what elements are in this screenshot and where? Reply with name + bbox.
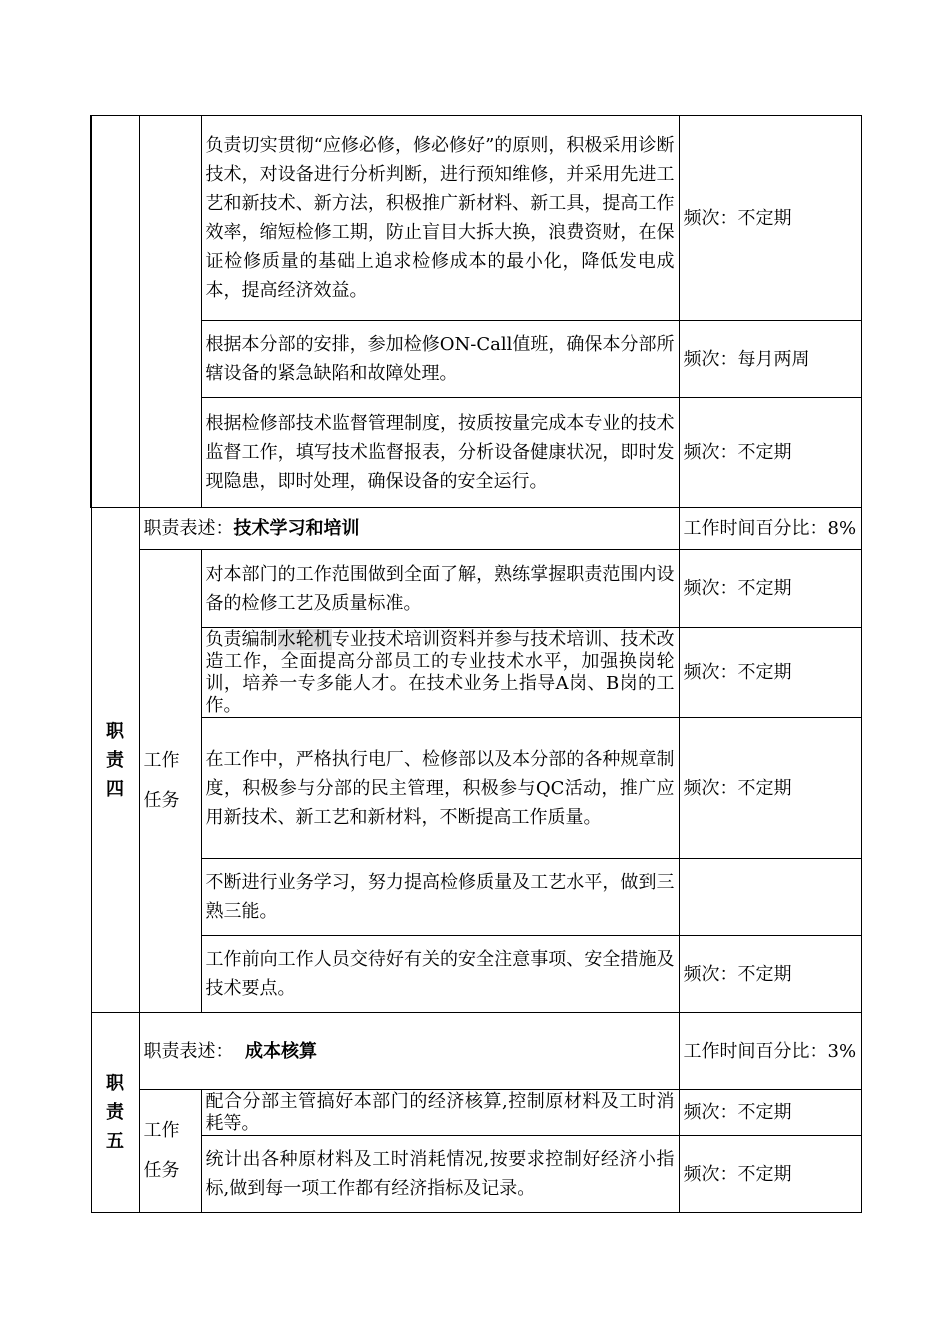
- task-frequency: 频次：不定期: [679, 718, 861, 859]
- task-text: 不断进行业务学习，努力提高检修质量及工艺水平，做到三熟三能。: [201, 859, 679, 936]
- section-5-label: 职 责 五: [91, 1013, 139, 1213]
- section-4-task-label: 工作 任务: [139, 550, 201, 1013]
- section-5-description: [139, 1013, 679, 1090]
- highlighted-text: 水轮机: [277, 628, 332, 650]
- task-frequency: 频次：不定期: [679, 1136, 861, 1213]
- section-4-description: [139, 508, 679, 550]
- task-text: 在工作中，严格执行电厂、检修部以及本分部的各种规章制度，积极参与分部的民主管理，积极参与QC活动，推广应用新技术、新工艺和新材料，不断提高工作质量。: [201, 718, 679, 859]
- description-prefix: 职责表述：: [143, 518, 234, 539]
- time-percentage: 工作时间百分比：8%: [679, 508, 861, 550]
- section-4-label: 职 责 四: [91, 508, 139, 1013]
- task-text: 负责切实贯彻“应修必修，修必修好”的原则，积极采用诊断技术，对设备进行分析判断，进行预知维修，并采用先进工艺和新技术、新方法，积极推广新材料、新工具，提高工作效率，缩短检修工期，防止盲目大拆大换，浪费资财，在保证检修质量的基础上追求检修成本的最小化，降低发电成本，提高经济效益。: [201, 116, 679, 321]
- description-title: 技术学习和培训: [233, 518, 360, 539]
- task-frequency: 频次：不定期: [679, 550, 861, 628]
- task-frequency: 频次：不定期: [679, 628, 861, 718]
- task-text: 工作前向工作人员交待好有关的安全注意事项、安全措施及技术要点。: [201, 936, 679, 1013]
- task-frequency: 频次：不定期: [679, 398, 861, 508]
- task-text: 统计出各种原材料及工时消耗情况,按要求控制好经济小指标,做到每一项工作都有经济指标及记录。: [201, 1136, 679, 1213]
- description-prefix: 职责表述：: [143, 1040, 234, 1062]
- task-text: 根据本分部的安排，参加检修ON-Call值班，确保本分部所辖设备的紧急缺陷和故障处理。: [201, 321, 679, 398]
- time-percentage: 工作时间百分比：3%: [679, 1013, 861, 1090]
- task-text: 负责编制水轮机专业技术培训资料并参与技术培训、技术改造工作，全面提高分部员工的专业技术水平，加强换岗轮训，培养一专多能人才。在技术业务上指导A岗、B岗的工作。: [201, 628, 679, 718]
- task-label-cell-empty: [139, 116, 201, 508]
- task-text: 对本部门的工作范围做到全面了解，熟练掌握职责范围内设备的检修工艺及质量标准。: [201, 550, 679, 628]
- task-frequency: 频次：不定期: [679, 1090, 861, 1136]
- task-frequency: [679, 859, 861, 936]
- section-5-task-label: 工作 任务: [139, 1090, 201, 1213]
- task-frequency: 频次：不定期: [679, 936, 861, 1013]
- section-label-cell-empty: [91, 116, 139, 508]
- description-title: 成本核算: [244, 1040, 317, 1062]
- responsibility-table: [90, 115, 862, 1213]
- task-frequency: 频次：每月两周: [679, 321, 861, 398]
- task-frequency: 频次：不定期: [679, 116, 861, 321]
- task-text: 配合分部主管搞好本部门的经济核算,控制原材料及工时消耗等。: [201, 1090, 679, 1136]
- task-text: 根据检修部技术监督管理制度，按质按量完成本专业的技术监督工作，填写技术监督报表，分析设备健康状况，即时发现隐患，即时处理，确保设备的安全运行。: [201, 398, 679, 508]
